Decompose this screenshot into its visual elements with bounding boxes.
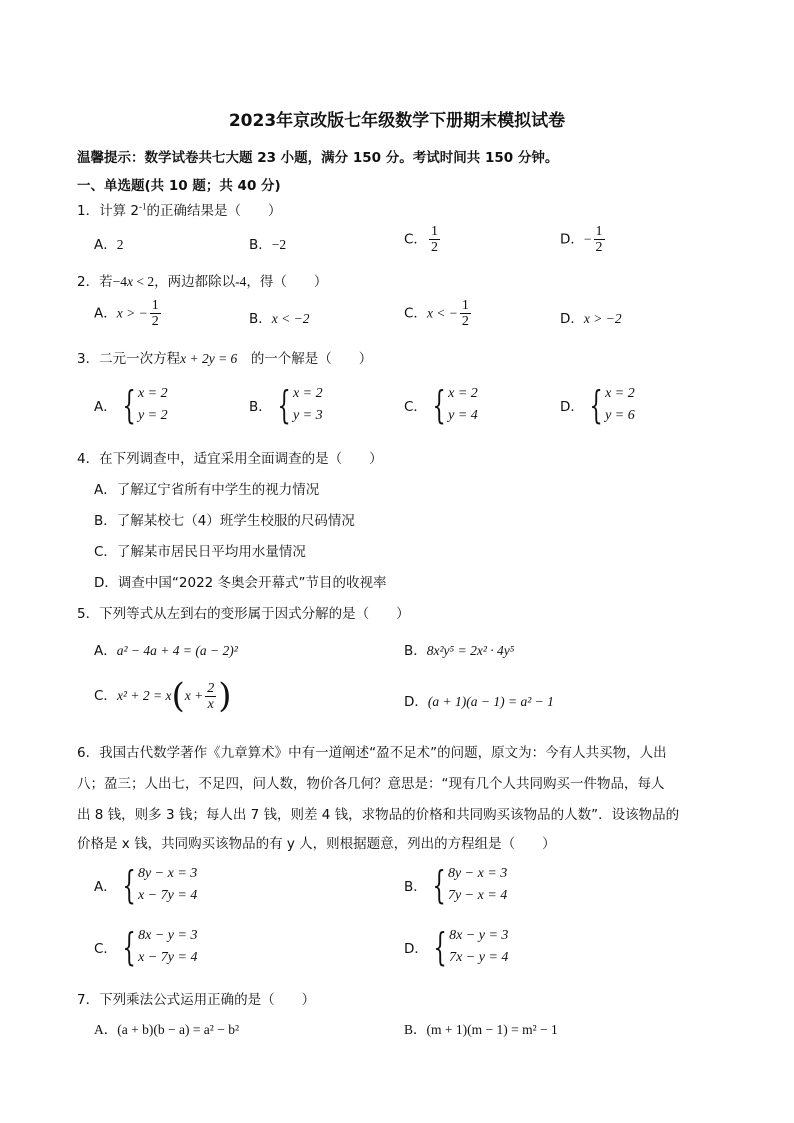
q2-option-d[interactable]: D．x > −2 [560,311,622,327]
page-title: 2023年京改版七年级数学下册期末模拟试卷 [228,111,566,131]
q4-option-b[interactable]: B．了解某校七（4）班学生校服的尺码情况 [94,513,355,529]
notice: 温馨提示：数学试卷共七大题 23 小题，满分 150 分。考试时间共 150 分钟。 [77,150,559,166]
question-7: 7．下列乘法公式运用正确的是（ ） [77,992,316,1008]
q2-option-a[interactable]: A．x > − $\frac{1}{2}$ [94,298,159,329]
q5-option-d[interactable]: D．(a + 1)(a − 1) = a² − 1 [404,694,554,710]
q2-option-c[interactable]: C．x < − $\frac{1}{2}$ [404,298,469,329]
q4-option-a[interactable]: A．了解辽宁省所有中学生的视力情况 [94,482,320,498]
q6-option-d[interactable]: D． { 8x − y = 3 7x − y = 4 [404,925,509,969]
question-1: 1．计算 $2^{-1}$的正确结果是（ ） [77,201,282,219]
question-6-line-4: 价格是 x 钱，共同购买该物品的有 y 人，则根据题意，列出的方程组是（ ） [77,836,556,852]
q1-option-a[interactable]: A．2 [94,237,124,253]
q5-option-c[interactable]: C．x² + 2 = x(x + $\frac{2}{x}$ ) [94,676,232,716]
q6-option-a[interactable]: A． { 8y − x = 3 x − 7y = 4 [94,863,198,907]
question-6-line-3: 出 8 钱，则多 3 钱；每人出 7 钱，则差 4 钱，求物品的价格和共同购买该物品的人数”．设该物品的 [77,807,680,823]
q3-option-a[interactable]: A． { x = 2 y = 2 [94,383,168,427]
question-2: 2．若−4x < 2，两边都除以-4，得（ ） [77,274,328,290]
q7-option-a[interactable]: A．(a + b)(b − a) = a² − b² [94,1022,240,1037]
question-6-line-2: 八；盈三；人出七，不足四，问人数，物价各几何？意思是：“现有几个人共同购买一件物品，每人 [77,776,665,792]
q5-option-a[interactable]: A．a² − 4a + 4 = (a − 2)² [94,643,238,659]
q1-option-c[interactable]: C． $\frac{1}{2}$ [404,224,438,255]
q7-option-b[interactable]: B．(m + 1)(m − 1) = m² − 1 [404,1022,558,1037]
q6-option-c[interactable]: C． { 8x − y = 3 x − 7y = 4 [94,925,198,969]
question-3: 3．二元一次方程x + 2y = 6 的一个解是（ ） [77,351,373,367]
section-heading: 一、单选题(共 10 题；共 40 分) [77,178,281,194]
q3-option-d[interactable]: D． { x = 2 y = 6 [560,383,635,427]
q1-option-d[interactable]: D．− $\frac{1}{2}$ [560,224,603,255]
q4-option-d[interactable]: D．调查中国“2022 冬奥会开幕式”节目的收视率 [94,575,387,591]
question-6-line-1: 6．我国古代数学著作《九章算术》中有一道阐述“盈不足术”的问题，原文为：今有人共买物，人出 [77,745,667,761]
question-4: 4．在下列调查中，适宜采用全面调查的是（ ） [77,451,383,467]
question-5: 5．下列等式从左到右的变形属于因式分解的是（ ） [77,606,410,622]
q3-option-c[interactable]: C． { x = 2 y = 4 [404,383,478,427]
q2-option-b[interactable]: B．x < −2 [249,311,310,327]
q5-option-b[interactable]: B．8x²y⁵ = 2x² · 4y⁵ [404,643,515,659]
q1-option-b[interactable]: B．−2 [249,237,287,253]
q3-option-b[interactable]: B． { x = 2 y = 3 [249,383,323,427]
q4-option-c[interactable]: C．了解某市居民日平均用水量情况 [94,544,306,560]
q6-option-b[interactable]: B． { 8y − x = 3 7y − x = 4 [404,863,508,907]
